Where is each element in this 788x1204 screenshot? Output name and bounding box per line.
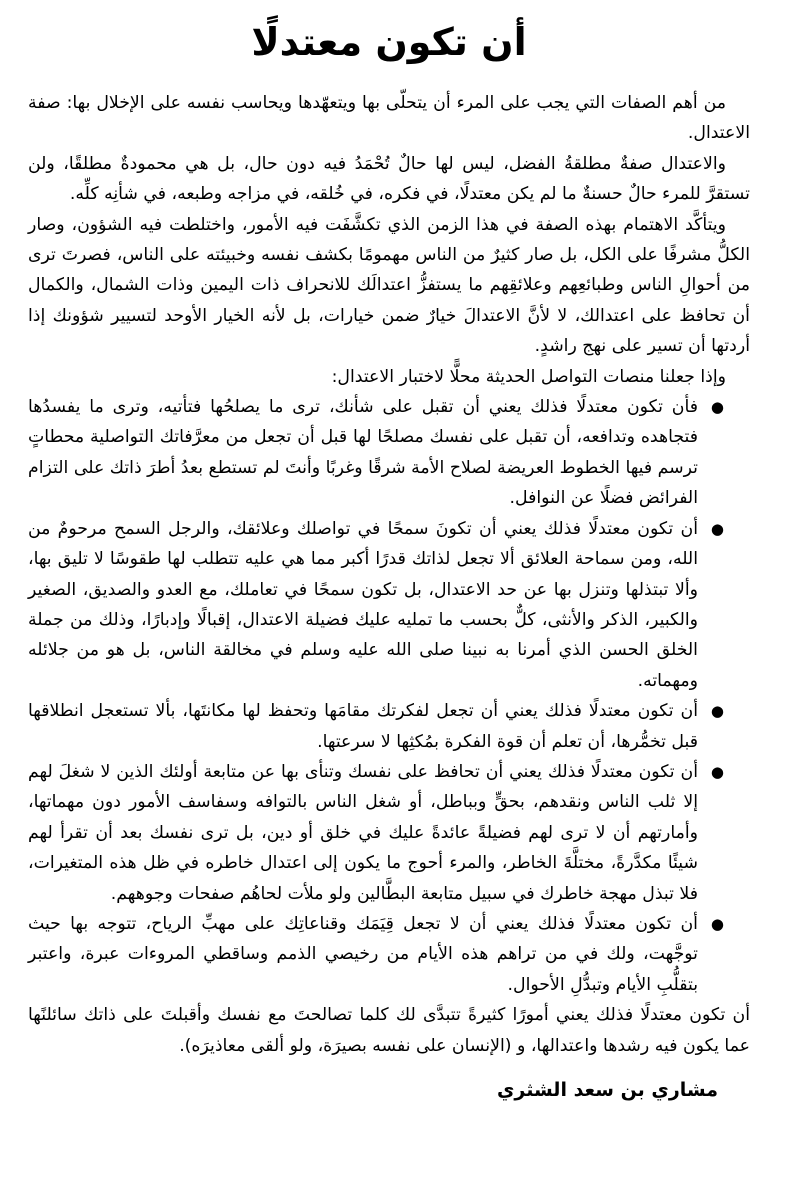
- article-body: [28, 88, 750, 1061]
- document-page: [0, 4, 788, 1204]
- bullet-icon: ●: [710, 702, 724, 721]
- page-title: أن تكون معتدلًا: [251, 20, 527, 64]
- list-item: [28, 392, 732, 514]
- bullet-icon: ●: [710, 519, 724, 538]
- list-item: [28, 909, 732, 1000]
- paragraph-conclusion: أن تكون معتدلًا فذلك يعني أمورًا كثيرةً تتبدَّى لك كلما تصالحتَ مع نفسك وأقبلتَ على ذاتك سائلنًها عما يكون فيه رشدها واعتدالها، و (الإنسان على نفسه بصيرَة، ولو ألقى معاذيرَه).: [28, 1005, 750, 1056]
- author-signature: مشاري بن سعد الشثري: [496, 1079, 718, 1101]
- bullet-icon: ●: [710, 914, 724, 933]
- paragraph-lead-in: وإذا جعلنا منصات التواصل الحديثة محلًّا لاختبار الاعتدال:: [331, 366, 726, 387]
- list-item: [28, 514, 732, 696]
- bullet-icon: ●: [710, 398, 724, 417]
- list-item: [28, 696, 732, 757]
- bullet-icon: ●: [710, 762, 724, 781]
- paragraph-context: ويتأكَّد الاهتمام بهذه الصفة في هذا الزمن الذي تكشَّفَت فيه الأمور، واختلطت فيه الشؤون، وصار الكلُّ مشرفًا على الكل، بل صار كثيرٌ من الناس مهمومًا بكشف نفسه وخبيئته على الناس، فصرتَ ترى من أحوالِ الناس وطبائعِهم وعلائقِهم ما يستفزُّ اعتدالَك للانحراف ذات اليمين وذات الشمال، والكمال أن تحافظ على اعتدالك، لا لأنَّ الاعتدالَ خيارٌ ضمن خيارات، بل لأنه الخيار الأوحد لتسيير شؤونك إذا أردتها أن تسير على نهج راشدٍ.: [28, 214, 750, 357]
- list-item-text: أن تكون معتدلًا فذلك يعني أن تكونَ سمحًا في تواصلك وعلائقك، والرجل السمح مرحومٌ من الله، ومن سماحة العلائق ألا تجعل لذاتك قدرًا أكبر مما هي عليه تتطلب لها طقوسًا لا تليق بها، وألا تبتذلها وتنزل بها عن حد الاعتدال، بل تكون سمحًا في تعاملك، مع العدو والصديق، الصغير والكبير، الذكر والأنثى، كلٌّ بحسب ما تمليه عليك فضيلة الاعتدال، إقبالًا وإدبارًا، وذلك من جملة الخلق الحسن الذي أمرنا به نبينا صلى الله عليه وسلم في مخالقة الناس، بل هو من جلائله ومهماته.: [28, 518, 698, 691]
- paragraph-intro: من أهم الصفات التي يجب على المرء أن يتحلّى بها ويتعهّدها ويحاسب نفسه على الإخلال بها: صفة الاعتدال.: [28, 93, 750, 144]
- bullet-list: [28, 392, 750, 1000]
- list-item: [28, 757, 732, 909]
- list-item-text: أن تكون معتدلًا فذلك يعني أن لا تجعل قِيَمَك وقناعاتِك على مهبِّ الرياح، تتوجه بها حيث توجَّهت، ولك في من تراهم هذه الأيام من رخيصي الذمم وساقطي المروءات عبرة، واعتبر بتقلُّبِ الأيام وتبدُّلِ الأحوال.: [28, 913, 698, 995]
- list-item-text: أن تكون معتدلًا فذلك يعني أن تحافظ على نفسك وتنأى بها عن متابعة أولئك الذين لا شغلَ لهم إلا ثلب الناس ونقدهم، بحقٍّ وبباطل، أو شغل الناس بالتوافه وسفاسف الأمور دون مهماتها، وأمارتهم أن لا ترى لهم فضيلةً عائدةً عليك في خلق أو دين، بل ترى نفسك بعد أن تقرأ لهم شيئًا مكدَّرةً، مختلَّةَ الخاطر، والمرء أحوج ما يكون إلى اعتدال خاطره في ظل هذه المتغيرات، فلا تبذل مهجة خاطرك في سبيل متابعة البطَّالين ولو ملأت لحاهُم صفحات وجوههم.: [28, 761, 698, 904]
- list-item-text: أن تكون معتدلًا فذلك يعني أن تجعل لفكرتك مقامَها وتحفظ لها مكانتَها، بألا تستعجل انطلاقها قبل تخمُّرها، أن تعلم أن قوة الفكرة بمُكثِها لا سرعتها.: [28, 701, 698, 752]
- paragraph-definition: والاعتدال صفةٌ مطلقةُ الفضل، ليس لها حالٌ تُحْمَدُ فيه دون حال، بل هي محمودةٌ مطلقًا، ولن تستقرَّ للمرء حالٌ حسنةٌ ما لم يكن معتدلًا، في فكره، في خُلقه، في مزاجه وطبعه، في شأنِه كلِّه.: [28, 153, 750, 205]
- list-item-text: فأن تكون معتدلًا فذلك يعني أن تقبل على شأنك، ترى ما يصلحُها فتأتيه، وترى ما يفسدُها فتجاهده وتدافعه، أن تقبل على نفسك مصلحًا لها قبل أن تجعل من معرَّفاتك التواصلية محطاتٍ ترسم فيها الخطوط العريضة لصلاح الأمة شرقًا وغربًا وأنتَ لم تستطع بعدُ أطرَ ذاتك على التزام الفرائض فضلًا عن النوافل.: [28, 397, 698, 509]
